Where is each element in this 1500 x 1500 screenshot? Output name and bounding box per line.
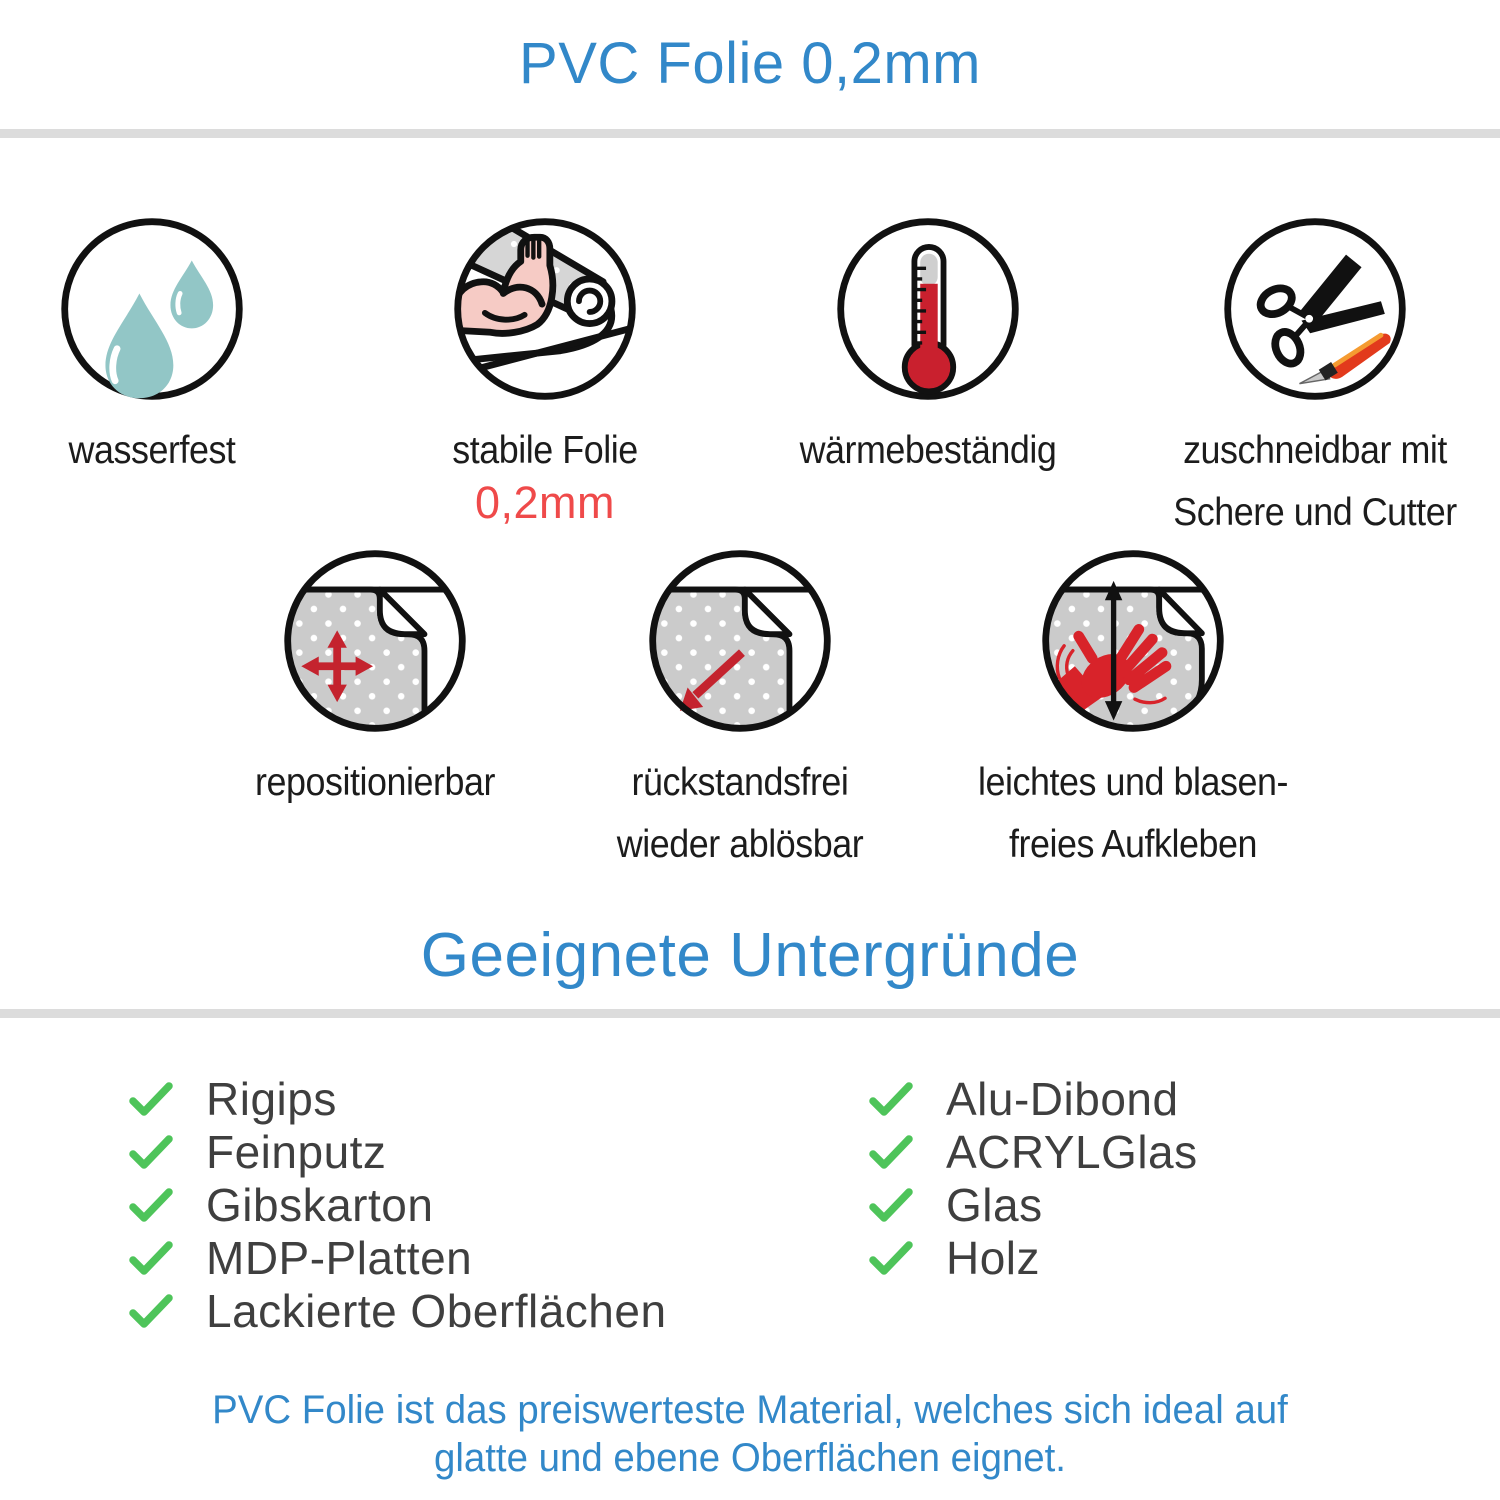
check-icon — [128, 1081, 174, 1117]
list-item — [868, 1178, 1198, 1231]
list-item — [868, 1072, 1198, 1125]
surface-label: Alu-Dibond — [946, 1072, 1179, 1125]
thickness-value: 0,2mm — [474, 477, 616, 529]
muscle-foil-icon — [448, 212, 642, 411]
list-item — [128, 1072, 667, 1125]
check-icon — [868, 1240, 914, 1276]
check-icon — [868, 1134, 914, 1170]
footer-note — [30, 1386, 1470, 1482]
page-title: PVC Folie 0,2mm — [519, 31, 981, 96]
feature-label: stabile Folie — [452, 429, 638, 472]
feature-label-line2: wieder ablösbar — [616, 823, 864, 867]
feature-label-line2: freies Aufkleben — [1009, 823, 1257, 867]
feature-waermebestaendig — [768, 212, 1088, 473]
check-icon — [128, 1134, 174, 1170]
feature-label: wasserfest — [68, 429, 236, 472]
surface-label: Feinputz — [206, 1125, 387, 1178]
list-item — [128, 1284, 667, 1337]
list-item — [128, 1125, 667, 1178]
list-item — [868, 1125, 1198, 1178]
hand-smooth-icon — [1036, 544, 1230, 743]
feature-label: zuschneidbar mit — [1183, 429, 1447, 472]
feature-label-line2: Schere und Cutter — [1173, 491, 1457, 535]
check-icon — [128, 1240, 174, 1276]
footer-line1: PVC Folie ist das preiswerteste Material, welches sich ideal auf — [212, 1388, 1288, 1432]
thermometer-icon — [831, 212, 1025, 411]
feature-repositionierbar — [215, 544, 535, 805]
surfaces-heading: Geeignete Untergründe — [420, 921, 1080, 990]
surfaces-list-right — [868, 1072, 1198, 1284]
water-drops-icon — [55, 212, 249, 411]
surface-label: ACRYLGlas — [946, 1125, 1198, 1178]
feature-blasenfrei-aufkleben — [953, 544, 1313, 868]
surface-label: Glas — [946, 1178, 1043, 1231]
check-icon — [128, 1293, 174, 1329]
feature-label: rückstandsfrei — [631, 761, 849, 804]
footer-line2: glatte und ebene Oberflächen eignet. — [434, 1436, 1066, 1480]
peel-off-arrow-icon — [643, 544, 837, 743]
surface-label: Lackierte Oberflächen — [206, 1284, 667, 1337]
feature-zuschneidbar — [1135, 212, 1495, 536]
divider — [0, 1009, 1500, 1018]
list-item — [868, 1231, 1198, 1284]
feature-stabile-folie — [385, 212, 705, 529]
check-icon — [868, 1187, 914, 1223]
feature-wasserfest — [12, 212, 292, 473]
surface-label: MDP-Platten — [206, 1231, 473, 1284]
feature-rueckstandsfrei — [580, 544, 900, 868]
feature-label: leichtes und blasen- — [978, 761, 1288, 804]
surface-label: Rigips — [206, 1072, 337, 1125]
scissors-cutter-icon — [1218, 212, 1412, 411]
surface-label: Gibskarton — [206, 1178, 434, 1231]
check-icon — [128, 1187, 174, 1223]
feature-label: wärmebeständig — [799, 429, 1057, 472]
list-item — [128, 1178, 667, 1231]
feature-label: repositionierbar — [255, 761, 495, 804]
check-icon — [868, 1081, 914, 1117]
surface-label: Holz — [946, 1231, 1041, 1284]
reposition-arrows-icon — [278, 544, 472, 743]
divider — [0, 129, 1500, 138]
list-item — [128, 1231, 667, 1284]
surfaces-list-left — [128, 1072, 667, 1337]
